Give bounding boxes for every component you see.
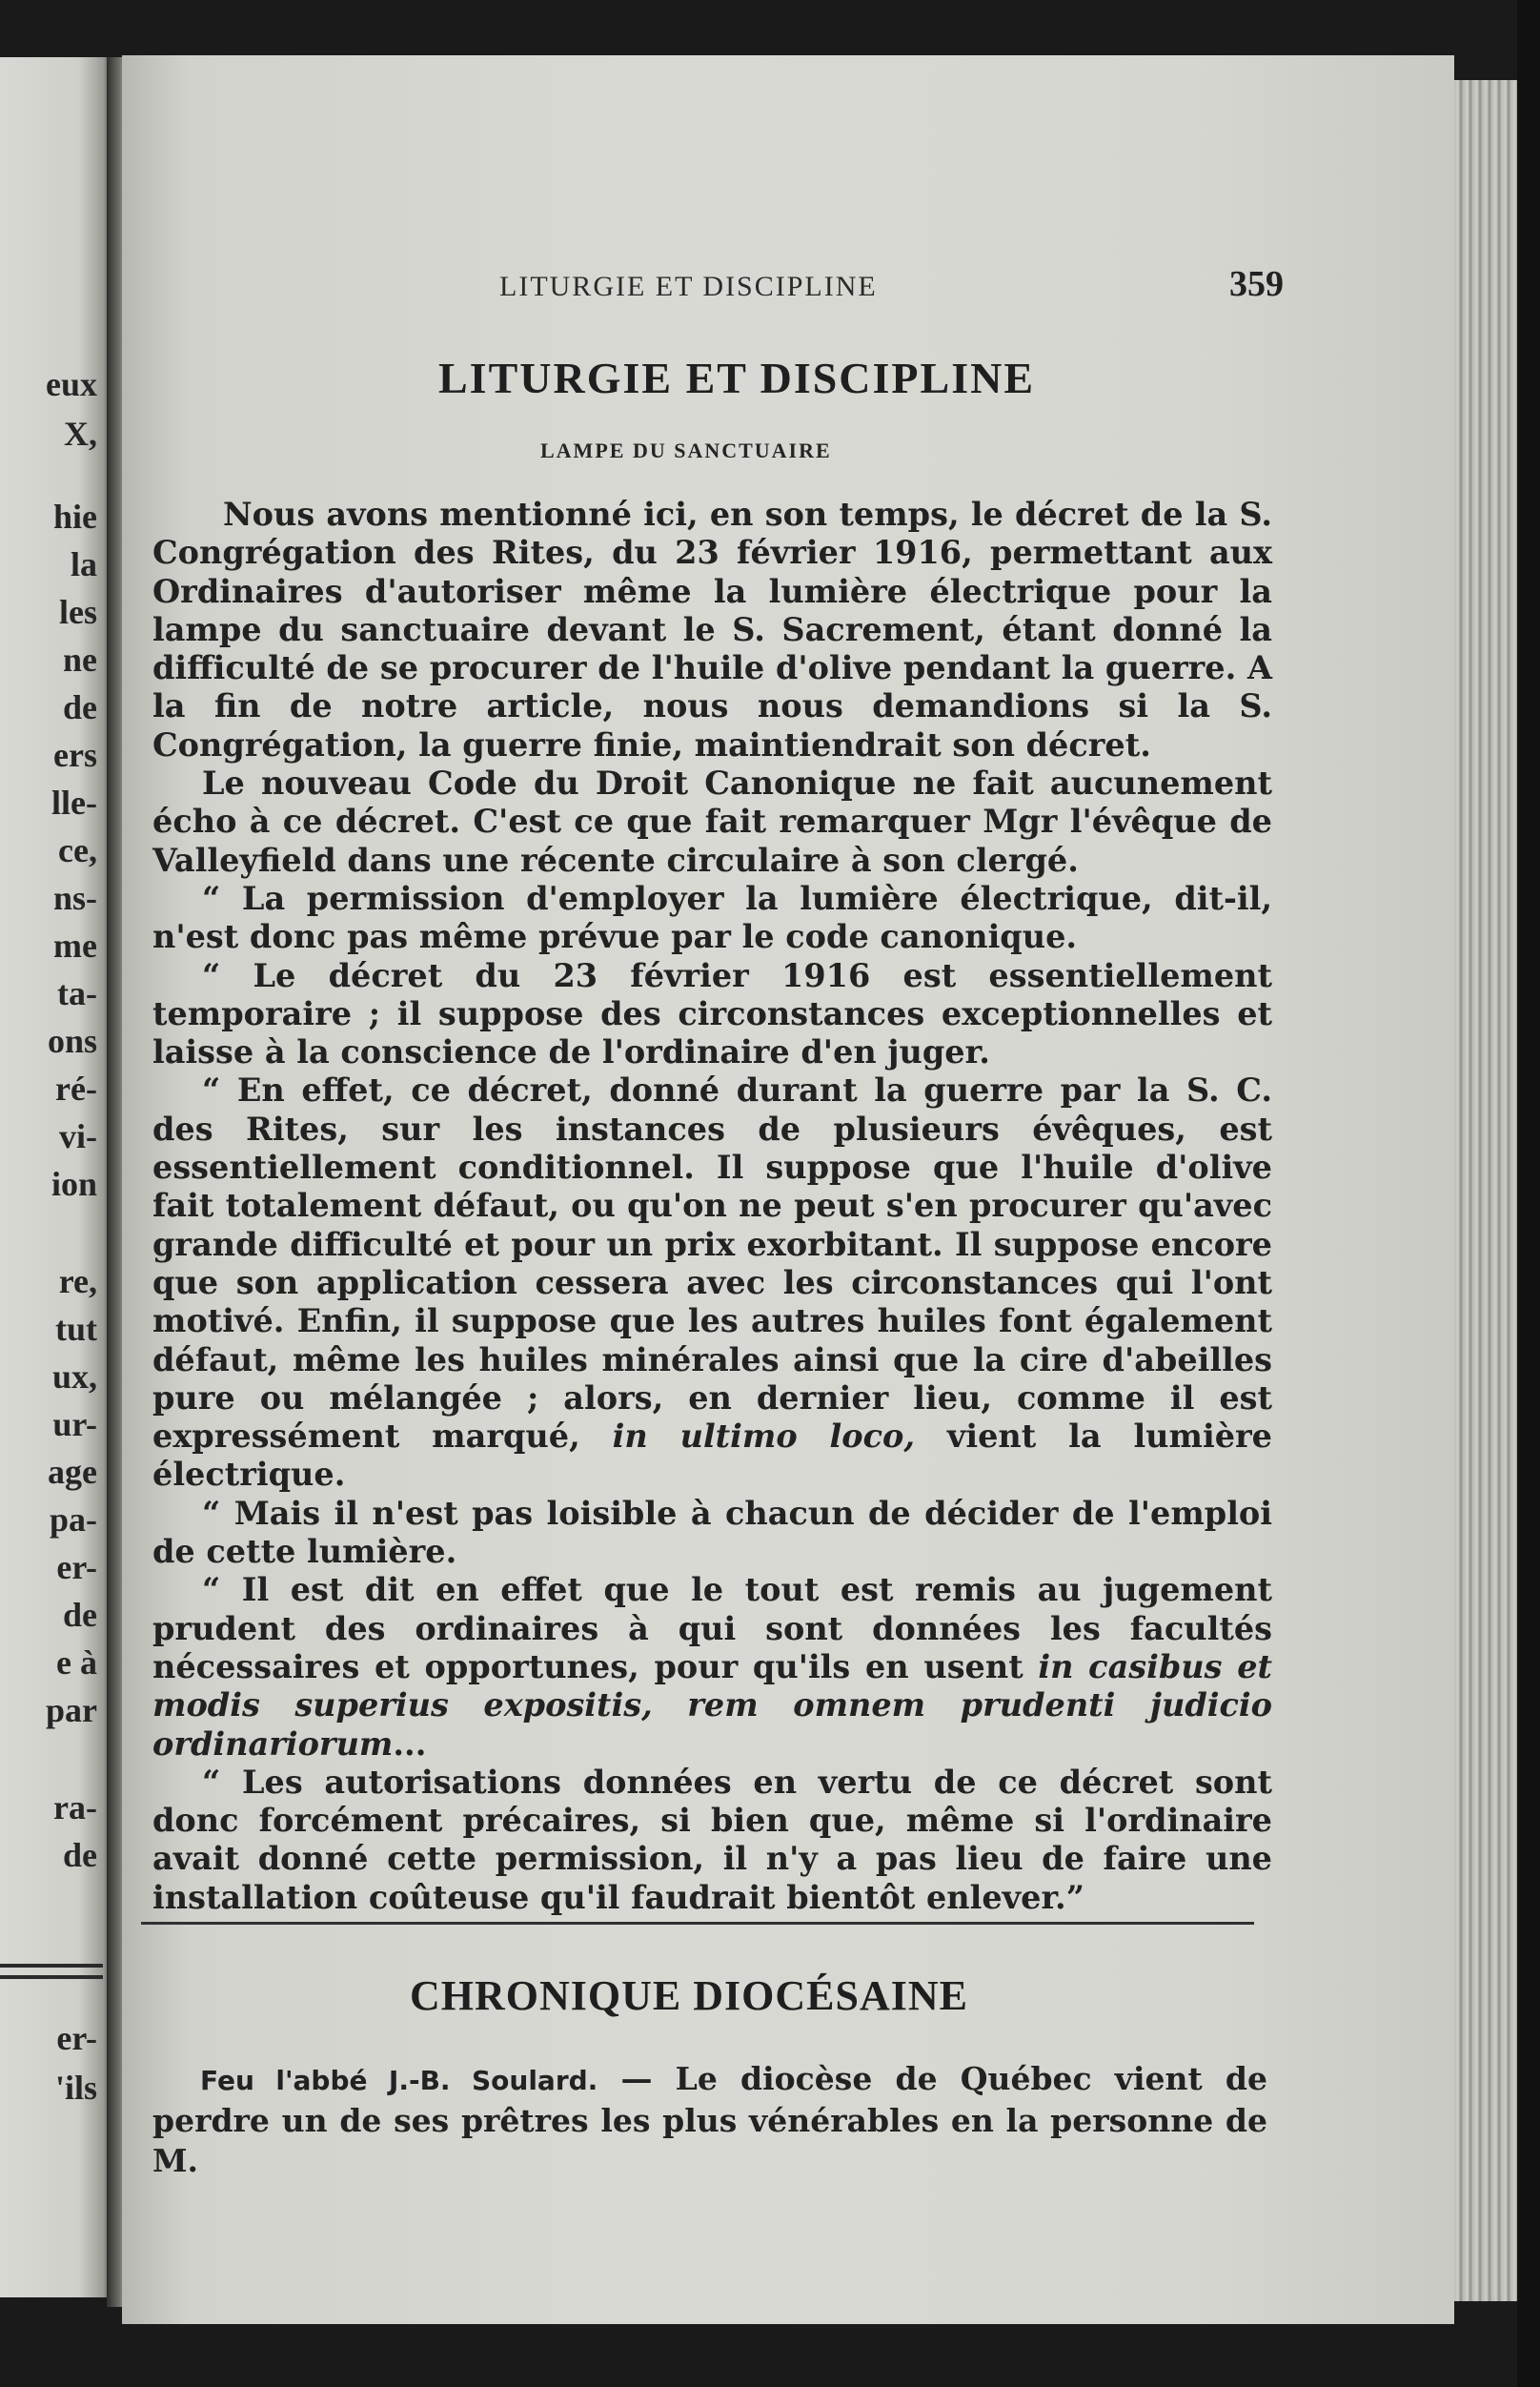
chronicle-body <box>152 2059 1267 2181</box>
chronicle-lead: Feu l'abbé J.-B. Soulard. <box>200 2065 598 2096</box>
left-fragment: pa- <box>49 1500 97 1539</box>
paragraph: “ Le décret du 23 février 1916 est essentiellement temporaire ; il suppose des circonstances exceptionnelles et laisse à la conscience de l'ordinaire d'en juger. <box>152 956 1272 1071</box>
left-fragment: ns- <box>52 879 97 917</box>
paragraph: Le nouveau Code du Droit Canonique ne fait aucunement écho à ce décret. C'est ce que fait remarquer Mgr l'évêque de Valleyfield dans une récente circulaire à son clergé. <box>152 765 1272 879</box>
left-fragment: ra- <box>53 1788 97 1826</box>
left-fragment: e à <box>56 1643 97 1682</box>
left-fragment: de <box>63 1596 97 1634</box>
section-subtitle: LAMPE DU SANCTUAIRE <box>540 439 832 462</box>
left-rule <box>0 1975 103 1979</box>
article-body <box>152 496 1272 1917</box>
left-fragment: ion <box>51 1165 97 1203</box>
paragraph-text: ... <box>393 1724 427 1763</box>
section-divider <box>141 1922 1254 1925</box>
running-head: LITURGIE ET DISCIPLINE <box>499 271 878 302</box>
page-edges <box>1454 80 1517 2301</box>
paragraph-text: “ Il est dit en effet que le tout est remis au jugement prudent des ordinaires à qui sont données les facultés nécessaires et opportunes, pour qu'ils en usent <box>152 1571 1272 1685</box>
dark-edge <box>1517 0 1540 2387</box>
left-fragment: eux <box>46 365 97 403</box>
left-fragment: er- <box>56 2019 97 2057</box>
left-page-margin <box>0 57 112 2297</box>
paragraph-text: vient la lumière électrique. <box>152 1418 1272 1494</box>
left-fragment: de <box>63 688 97 726</box>
paragraph: “ Les autorisations données en vertu de ce décret sont donc forcément précaires, si bien que, même si l'ordinaire avait donné cette permission, il n'y a pas lieu de faire une installation coûteuse qu'il faudrait bientôt enlever.” <box>152 1763 1272 1916</box>
italic-phrase: in casibus et modis superius expositis, rem omnem prudenti judicio ordinariorum <box>152 1647 1273 1763</box>
left-fragment: hie <box>52 498 97 536</box>
paragraph-text: — Le diocèse de Québec vient de perdre un de ses prêtres les plus vénérables en la personne de M. <box>152 2060 1267 2179</box>
left-fragment: tut <box>55 1310 97 1348</box>
paragraph-text: “ En effet, ce décret, donné durant la guerre par la S. C. des Rites, sur les instances de plusieurs évêques, est essentiellement conditionnel. Il suppose que l'huile d'olive fait totalement défaut, ou qu'on ne peut s'en procurer qu'avec grande difficulté et pour un prix exorbitant. Il suppose encore que son application cessera avec les circonstances qui l'ont motivé. Enfin, il suppose que les autres huiles font également défaut, même les huiles minérales ainsi que la cire d'abeilles pure ou mélangée ; alors, en dernier lieu, comme il est expressément marqué, <box>152 1071 1272 1456</box>
left-fragment: ux, <box>51 1357 97 1396</box>
left-fragment: X, <box>64 415 97 453</box>
left-fragment: les <box>59 593 97 631</box>
section-title: LITURGIE ET DISCIPLINE <box>438 354 1036 402</box>
left-fragment: ce, <box>58 831 97 869</box>
paragraph <box>152 1571 1272 1763</box>
left-fragment: ta- <box>57 974 97 1012</box>
left-fragment: me <box>53 927 97 965</box>
chronicle-title: CHRONIQUE DIOCÉSAINE <box>410 1972 968 2019</box>
left-fragment: age <box>48 1453 97 1491</box>
left-fragment: par <box>46 1691 97 1729</box>
left-fragment: lle- <box>51 784 97 822</box>
italic-phrase: in ultimo loco, <box>612 1418 916 1456</box>
left-rule <box>0 1964 103 1968</box>
page-number: 359 <box>1229 264 1284 304</box>
left-fragment: de <box>63 1836 97 1874</box>
paragraph: Nous avons mentionné ici, en son temps, le décret de la S. Congrégation des Rites, du 23 février 1916, permettant aux Ordinaires d'autoriser même la lumière électrique pour la lampe du sanctuaire devant le S. Sacrement, étant donné la difficulté de se procurer de l'huile d'olive pendant la guerre. A la fin de notre article, nous nous demandions si la S. Congrégation, la guerre finie, maintiendrait son décret. <box>152 496 1272 764</box>
left-fragment: ers <box>53 736 97 774</box>
left-fragment: ur- <box>52 1405 97 1443</box>
paragraph <box>152 2059 1267 2181</box>
left-fragment: 'ils <box>54 2069 97 2107</box>
left-fragment: vi- <box>59 1117 97 1155</box>
paragraph <box>152 1071 1272 1494</box>
left-fragment: er- <box>56 1548 97 1586</box>
left-fragment: ré- <box>55 1070 97 1108</box>
left-fragment: la <box>70 545 97 583</box>
left-fragment: ne <box>63 641 97 679</box>
paragraph: “ Mais il n'est pas loisible à chacun de décider de l'emploi de cette lumière. <box>152 1494 1272 1571</box>
left-fragment: re, <box>58 1262 97 1300</box>
paragraph: “ La permission d'employer la lumière électrique, dit-il, n'est donc pas même prévue par le code canonique. <box>152 879 1272 956</box>
left-fragment: ons <box>47 1022 97 1060</box>
